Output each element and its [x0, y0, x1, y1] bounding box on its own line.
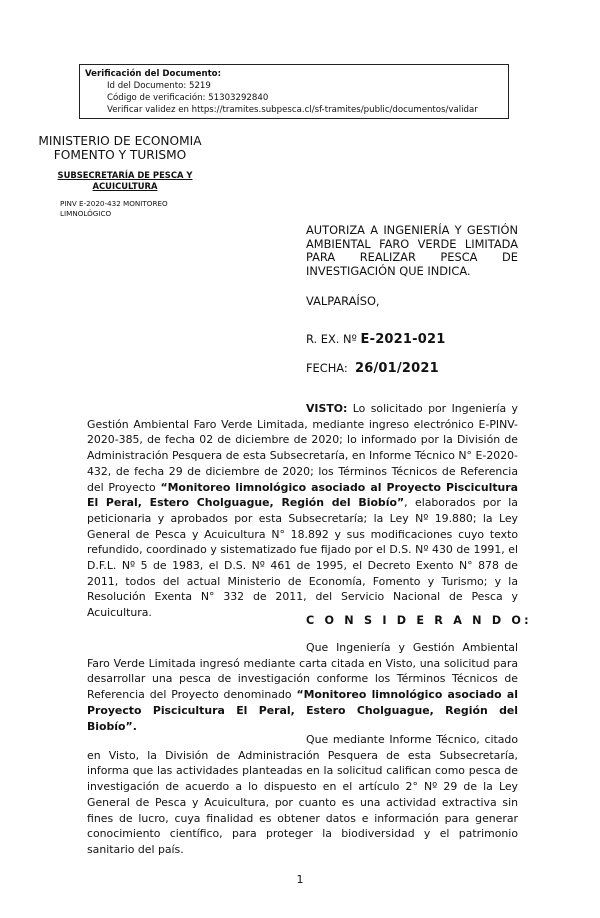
place: VALPARAÍSO,: [306, 294, 380, 308]
date-label: FECHA:: [306, 361, 348, 375]
ministry-line-1: MINISTERIO DE ECONOMIA: [38, 134, 202, 148]
considerando-p1-project: “Monitoreo limnológico asociado al Proyecto Piscicultura El Peral, Estero Cholguague, Región del Biobío”: [87, 688, 518, 733]
document-id: • Id del Documento: 5219: [107, 80, 503, 92]
verification-code: • Código de verificación: 51303292840: [107, 92, 503, 104]
considerando-p1-b: .: [132, 719, 137, 733]
visto-text-a: Lo solicitado por Ingeniería y Gestión Ambiental Faro Verde Limitada, mediante ingreso electrónico E-PINV-2020-385, de fecha 02 de diciembre de 2020; lo informado por la División de Administración Pesquera de esta Subsecretaría, en Informe Técnico N° E-2020-432, de fecha 29 de diciembre de 2020; los Términos Técnicos de Referencia del Proyecto: [87, 402, 518, 494]
subsecretaria-name: [40, 170, 210, 192]
pinv-reference: [60, 199, 168, 219]
resolution-subject: AUTORIZA A INGENIERÍA Y GESTIÓN AMBIENTAL FARO VERDE LIMITADA PARA REALIZAR PESCA DE INVESTIGACIÓN QUE INDICA.: [306, 223, 518, 278]
visto-paragraph: [87, 401, 518, 621]
verification-title: Verificación del Documento:: [85, 69, 222, 79]
verification-box: [79, 64, 509, 119]
visto-project: “Monitoreo limnológico asociado al Proyecto Piscicultura El Peral, Estero Cholguague, Región del Biobío”: [87, 480, 519, 510]
ministry-name: [20, 134, 220, 162]
subsecretaria-line-1: SUBSECRETARÍA DE PESCA Y: [57, 170, 193, 180]
visto-label: VISTO:: [306, 402, 348, 415]
resolution-number: E-2021-021: [360, 332, 446, 347]
page-number: 1: [296, 873, 304, 886]
considerando-paragraph-1: [87, 640, 518, 734]
subsecretaria-line-2: ACUICULTURA: [92, 181, 158, 191]
validation-link[interactable]: • Verificar validez en https://tramites.subpesca.cl/sf-tramites/public/documentos/validar: [107, 104, 503, 116]
date-line: [306, 362, 518, 376]
considerando-p2-text: Que mediante Informe Técnico, citado en Visto, la División de Administración Pesquera de esta Subsecretaría, informa que las actividades planteadas en la solicitud califican como pesca de investigación de acuerdo a lo dispuesto en el artículo 2° Nº 29 de la Ley General de Pesca y Acuicultura, por cuanto es una actividad extractiva sin fines de lucro, cuya finalidad es obtener datos e información para generar conocimiento científico, para proteger la biodiversidad y el patrimonio sanitario del país.: [87, 733, 518, 856]
considerando-p1-a: Que Ingeniería y Gestión Ambiental Faro Verde Limitada ingresó mediante carta citada en Visto, una solicitud para desarrollar una pesca de investigación conforme los Términos Técnicos de Referencia del Proyecto denominado: [87, 641, 518, 702]
resolution-number-line: [306, 333, 518, 347]
pinv-line-1: PINV E-2020-432 MONITOREO: [60, 199, 168, 208]
verification-list: [85, 80, 503, 116]
considerando-paragraph-2: [87, 732, 518, 858]
ministry-line-2: FOMENTO Y TURISMO: [53, 148, 187, 162]
date-value: 26/01/2021: [354, 361, 439, 376]
pinv-line-2: LIMNOLÓGICO: [60, 209, 112, 218]
resolution-label: R. EX. Nº: [306, 332, 357, 346]
visto-text-b: , elaborados por la peticionaria y aprobados por esta Subsecretaría; la Ley Nº 19.880; la Ley General de Pesca y Acuicultura N° 18.892 y sus modificaciones cuyo texto refundido, coordinado y sistematizado fue fijado por el D.S. Nº 430 de 1991, el D.F.L. Nº 5 de 1983, el D.S. Nº 461 de 1995, el Decreto Exento N° 878 de 2011, todos del actual Ministerio de Economía, Fomento y Turismo; y la Resolución Exenta N° 332 de 2011, del Servicio Nacional de Pesca y Acuicultura.: [87, 496, 518, 620]
considerando-heading: C O N S I D E R A N D O:: [306, 614, 532, 627]
